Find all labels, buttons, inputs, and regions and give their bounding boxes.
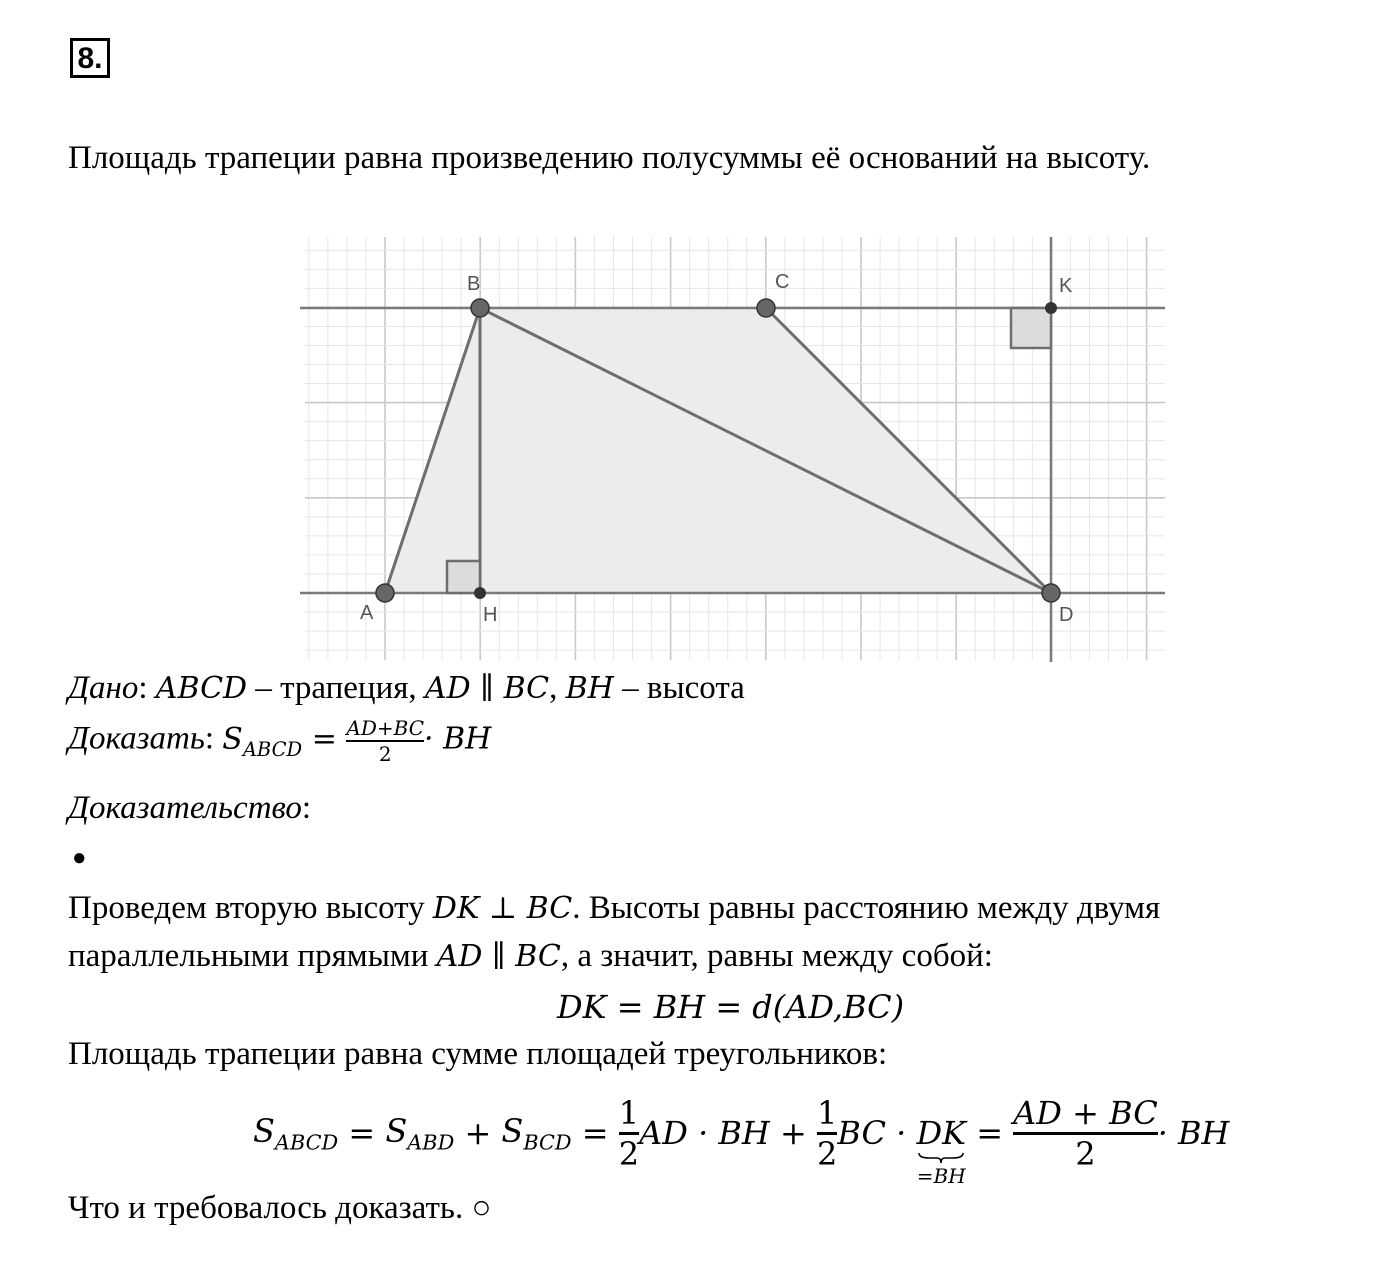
label-c: C <box>775 271 790 293</box>
label-a: A <box>360 602 374 624</box>
proof-label: Доказательство: <box>68 790 312 826</box>
given-line <box>68 670 745 707</box>
point-d <box>1042 584 1060 602</box>
theorem-statement: Площадь трапеции равна произведению полусуммы её оснований на высоту. <box>68 140 1151 176</box>
label-d: D <box>1059 604 1074 626</box>
trapezoid-figure <box>300 235 1170 663</box>
ad-parallel-bc: AD ∥ BC <box>436 939 561 974</box>
equation-distances: DK = BH = d(AD,BC) <box>557 988 905 1026</box>
proof-paragraph-1a: Проведем вторую высоту DK ⊥ BC. Высоты равны расстоянию между двумя <box>68 890 1161 926</box>
prove-s: $S_{ABCD}$ <box>222 721 303 761</box>
label-h: H <box>483 604 498 626</box>
prove-colon: : <box>204 720 215 757</box>
underbrace-icon <box>917 1152 965 1164</box>
point-k <box>1045 302 1057 314</box>
given-parallel: AD ∥ BC <box>424 671 550 706</box>
point-b <box>471 299 489 317</box>
point-h <box>474 587 486 599</box>
proof-paragraph-1b: параллельными прямыми AD ∥ BC, а значит, равны между собой: <box>68 938 993 974</box>
dk-underbrace: DK =BH <box>916 1114 967 1188</box>
dk-perp-bc: DK ⊥ BC <box>432 891 573 926</box>
problem-number: 8. <box>70 38 110 78</box>
given-dash2: – высота <box>613 670 745 706</box>
point-c <box>757 299 775 317</box>
prove-line <box>68 716 491 766</box>
given-quad: ABCD <box>155 671 248 706</box>
given-label: Дано <box>68 670 139 706</box>
equation-area: $S_{ABCD}$ = $S_{ABD}$ + $S_{BCD}$ = $\frac{1}{2}$ AD · BH + $\frac{1}{2}$ BC · DK =BH = $\frac{AD + BC}{2}$ · BH <box>253 1093 1230 1188</box>
prove-eq: = <box>302 721 347 757</box>
right-angle-h <box>447 561 480 593</box>
bullet: ● <box>72 845 87 871</box>
given-dash1: – трапеция, <box>247 670 425 706</box>
fraction-sum: $\frac{AD + BC}{2}$ <box>1013 1093 1158 1173</box>
fraction-half-2: $\frac{1}{2}$ <box>816 1093 838 1173</box>
point-a <box>376 584 394 602</box>
given-bh: BH <box>565 671 614 706</box>
prove-label: Доказать <box>68 720 205 757</box>
conclusion: Что и требовалось доказать. ○ <box>68 1190 492 1226</box>
right-angle-k <box>1011 308 1051 348</box>
fraction-half-1: $\frac{1}{2}$ <box>618 1093 640 1173</box>
label-b: B <box>467 273 481 295</box>
given-colon: : <box>138 670 148 706</box>
trapezoid-fill <box>385 308 1051 593</box>
label-k: K <box>1059 275 1073 297</box>
prove-fraction: $\frac{AD+BC}{2}$ <box>346 716 424 766</box>
prove-tail: · BH <box>424 721 492 757</box>
given-comma: , <box>549 670 566 706</box>
proof-paragraph-2: Площадь трапеции равна сумме площадей треугольников: <box>68 1036 888 1072</box>
